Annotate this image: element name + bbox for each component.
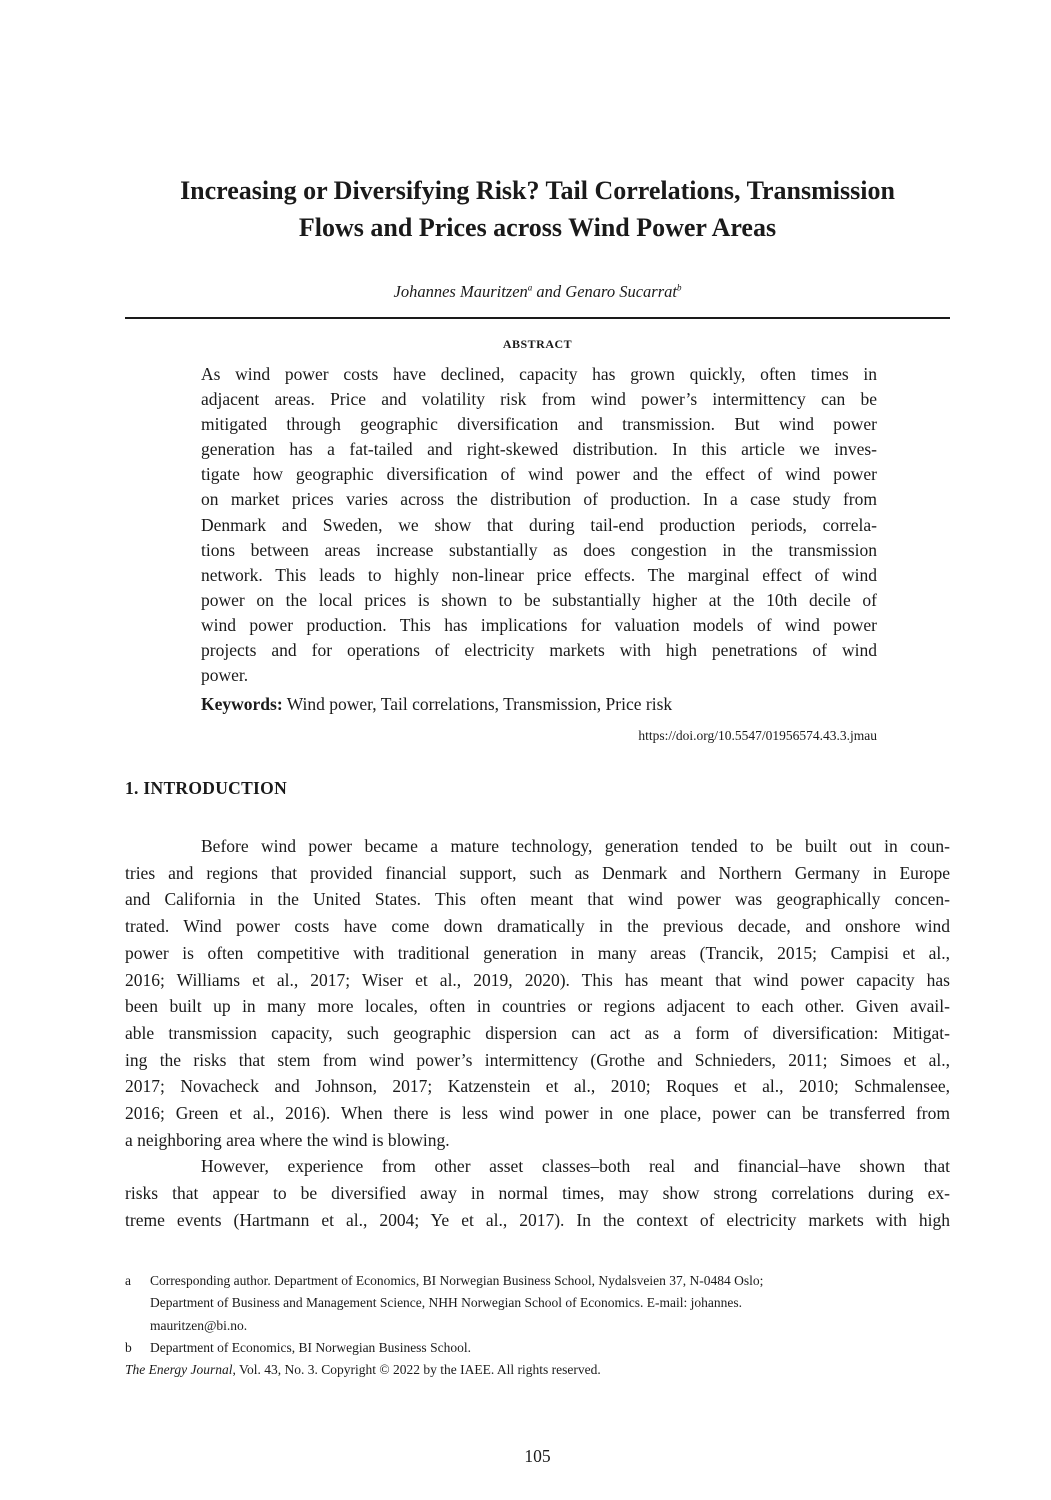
footnote-line: Corresponding author. Department of Economics, BI Norwegian Business School, Nydalsveien 37, N-0484 Oslo; xyxy=(150,1273,764,1288)
body-line: been built up in many more locales, often in countries or regions adjacent to each other. Given avail- xyxy=(125,996,950,1017)
abstract-line: As wind power costs have declined, capacity has grown quickly, often times in xyxy=(201,364,877,384)
journal-details: , Vol. 43, No. 3. Copyright © 2022 by the IAEE. All rights reserved. xyxy=(232,1362,601,1378)
body-line: 2016; Williams et al., 2017; Wiser et al., 2019, 2020). This has meant that wind power capacity has xyxy=(125,969,950,990)
abstract-line: power on the local prices is shown to be substantially higher at the 10th decile of xyxy=(201,589,877,610)
body-line: able transmission capacity, such geographic dispersion can act as a form of diversification: Mitigat- xyxy=(125,1022,950,1043)
abstract-line: adjacent areas. Price and volatility risk from wind power’s intermittency can be xyxy=(201,389,877,410)
author-2: Genaro Sucarrat xyxy=(565,282,677,301)
author-1-affiliation-mark: a xyxy=(527,282,533,293)
keywords-label: Keywords: xyxy=(201,694,283,714)
body-line: a neighboring area where the wind is blowing. xyxy=(125,1129,450,1150)
footnote-a xyxy=(125,1270,950,1337)
abstract-line: projects and for operations of electricity markets with high penetrations of wind xyxy=(201,640,877,661)
body-line: 2017; Novacheck and Johnson, 2017; Katzenstein et al., 2010; Roques et al., 2010; Schmalensee, xyxy=(125,1076,950,1097)
footnote-text xyxy=(150,1270,950,1337)
author-1: Johannes Mauritzen xyxy=(393,282,528,301)
abstract-line: wind power production. This has implications for valuation models of wind power xyxy=(201,614,877,635)
body-line: Before wind power became a mature technology, generation tended to be built out in coun- xyxy=(201,836,950,856)
body-line: power is often competitive with traditional generation in many areas (Trancik, 2015; Campisi et al., xyxy=(125,942,950,963)
author-2-affiliation-mark: b xyxy=(676,282,682,293)
footnote-mark: b xyxy=(125,1339,132,1355)
abstract-line: mitigated through geographic diversification and transmission. But wind power xyxy=(201,414,877,435)
title-line-1: Increasing or Diversifying Risk? Tail Correlations, Transmission xyxy=(180,176,895,205)
body-line: treme events (Hartmann et al., 2004; Ye et al., 2017). In the context of electricity markets with high xyxy=(125,1209,950,1230)
footnote-b xyxy=(125,1337,950,1359)
keywords-list: Wind power, Tail correlations, Transmission, Price risk xyxy=(282,694,673,714)
abstract-line: tigate how geographic diversification of wind power and the effect of wind power xyxy=(201,464,877,485)
body-line: 2016; Green et al., 2016). When there is less wind power in one place, power can be transferred from xyxy=(125,1103,950,1124)
title-divider xyxy=(125,317,950,319)
title-line-2: Flows and Prices across Wind Power Areas xyxy=(298,213,777,242)
body-line: However, experience from other asset classes–both real and financial–have shown that xyxy=(201,1156,950,1177)
abstract-line: network. This leads to highly non-linear price effects. The marginal effect of wind xyxy=(201,564,877,585)
journal-copyright xyxy=(125,1359,950,1381)
author-joiner: and xyxy=(532,282,566,301)
author-line xyxy=(125,282,950,302)
doi-link[interactable]: https://doi.org/10.5547/01956574.43.3.jmau xyxy=(638,728,877,743)
body-line: and California in the United States. This often meant that wind power was geographically concen- xyxy=(125,889,950,910)
body-line: ing the risks that stem from wind power’s intermittency (Grothe and Schnieders, 2011; Simoes et al., xyxy=(125,1049,950,1070)
abstract-line: Denmark and Sweden, we show that during tail-end production periods, correla- xyxy=(201,514,877,535)
footnote-line: Department of Business and Management Science, NHH Norwegian School of Economics. E-mail: johannes. xyxy=(150,1295,742,1311)
footnotes xyxy=(125,1270,950,1381)
abstract-line: power. xyxy=(201,665,249,686)
journal-name: The Energy Journal xyxy=(125,1362,233,1378)
introduction-text xyxy=(125,833,950,1234)
footnote-mark: a xyxy=(125,1273,131,1288)
keywords xyxy=(201,692,877,717)
abstract-line: tions between areas increase substantially as does congestion in the transmission xyxy=(201,539,877,560)
body-line: trated. Wind power costs have come down dramatically in the previous decade, and onshore wind xyxy=(125,916,950,937)
body-line: risks that appear to be diversified away in normal times, may show strong correlations during ex- xyxy=(125,1183,950,1204)
abstract-line: generation has a fat-tailed and right-skewed distribution. In this article we inves- xyxy=(201,439,877,460)
body-line: tries and regions that provided financial support, such as Denmark and Northern Germany in Europe xyxy=(125,862,950,883)
abstract-heading: ABSTRACT xyxy=(502,337,573,351)
paper-title xyxy=(125,172,950,246)
section-heading: 1. INTRODUCTION xyxy=(125,778,288,798)
footnote-text: Department of Economics, BI Norwegian Business School. xyxy=(150,1339,471,1355)
page-number: 105 xyxy=(524,1446,551,1466)
footnote-line: mauritzen@bi.no. xyxy=(150,1317,248,1333)
abstract-text xyxy=(201,362,877,688)
abstract-line: on market prices varies across the distribution of production. In a case study from xyxy=(201,489,877,510)
